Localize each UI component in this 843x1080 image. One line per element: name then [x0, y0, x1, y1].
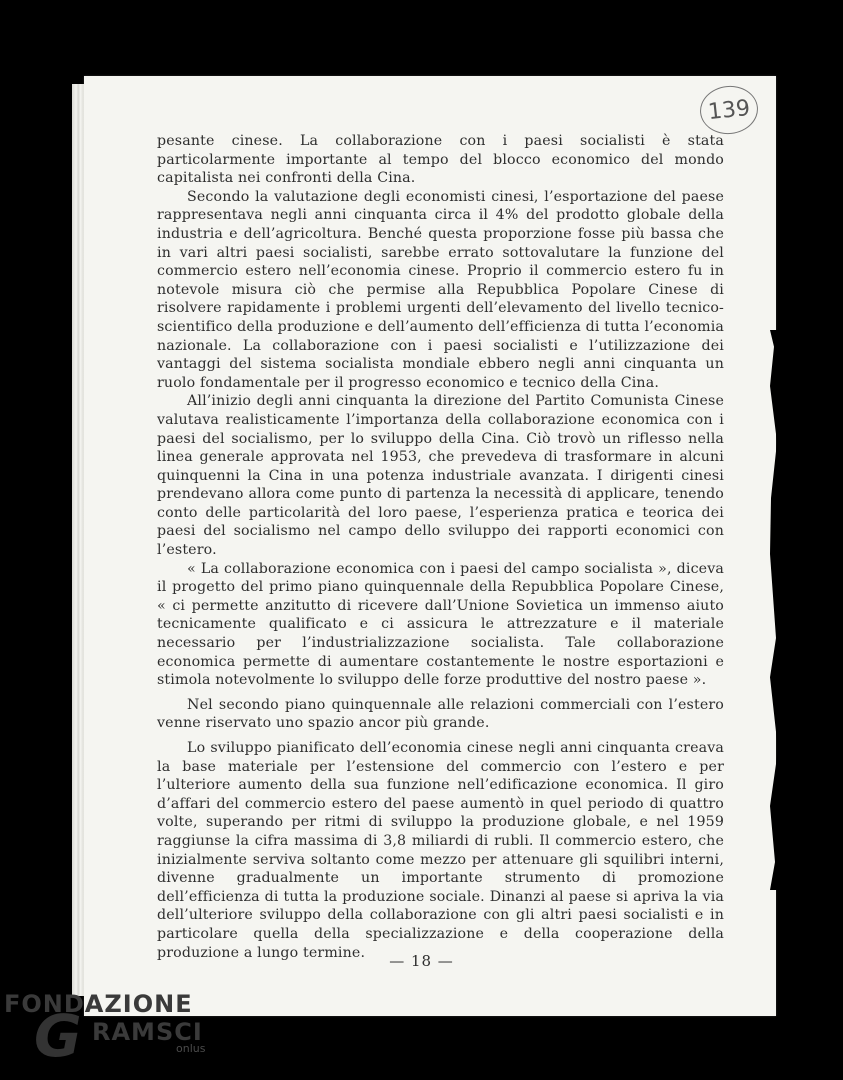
paragraph-3: All’inizio degli anni cinquanta la direzione del Partito Comunista Cinese valutava realisticamente l’importanza della collaborazione economica con i paesi del socialismo, per lo sviluppo della Cina. Ciò trovò un riflesso nella linea generale approvata nel 1953, che prevedeva di trasformare in alcuni quinquenni la Cina in una potenza industriale avanzata. I dirigenti cinesi prendevano allora come punto di partenza la necessità di applicare, tenendo conto delle particolarità del loro paese, l’esperienza pratica e teorica dei paesi del socialismo nel campo dello sviluppo dei rapporti economici con l’estero. — [157, 393, 724, 559]
watermark-initial: G — [34, 1002, 82, 1070]
paragraph-4: « La collaborazione economica con i paesi del campo socialista », diceva il progetto del primo piano quinquennale della Repubblica Popolare Cinese, « ci permette anzitutto di ricevere dall’Unione Sovietica un immenso aiuto tecnicamente qualificato e ci assicura le attrezzature e il materiale necessario per l’industrializzazione socialista. Tale collaborazione economica permette di aumentare costantemente le nostre esportazioni e stimola notevolmente lo sviluppo delle forze produttive del nostro paese ». — [157, 560, 724, 689]
fondazione-gramsci-watermark — [4, 990, 224, 1070]
paragraph-1: pesante cinese. La collaborazione con i paesi socialisti è stata particolarmente importante al tempo del blocco economico del mondo capitalista nei confronti della Cina. — [157, 133, 724, 187]
folio-stamp: 139 — [698, 83, 761, 137]
body-text — [157, 132, 724, 962]
paragraph-6: Lo sviluppo pianificato dell’economia cinese negli anni cinquanta creava la base materiale per l’estensione del commercio con l’estero e per l’ulteriore aumento della sua funzione nell’edificazione economica. Il giro d’affari del commercio estero del paese aumentò in quel periodo di quattro volte, superando per ritmi di sviluppo la produzione globale, e nel 1959 raggiunse la cifra massima di 3,8 miliardi di rubli. Il commercio estero, che inizialmente serviva soltanto come mezzo per attenuare gli squilibri interni, divenne gradualmente un importante strumento di promozione dell’efficienza di tutta la produzione sociale. Dinanzi al paese si apriva la via dell’ulteriore sviluppo della collaborazione con gli altri paesi socialisti e in particolare quella della specializzazione e della cooperazione della produzione a lungo termine. — [157, 740, 724, 961]
paragraph-5: Nel secondo piano quinquennale alle relazioni commerciali con l’estero venne riservato uno spazio ancor più grande. — [157, 696, 724, 732]
watermark-suffix: onlus — [176, 1042, 206, 1055]
paragraph-2: Secondo la valutazione degli economisti cinesi, l’esportazione del paese rappresentava negli anni cinquanta circa il 4% del prodotto globale della industria e dell’agricoltura. Benché questa proporzione fosse più bassa che in vari altri paesi socialisti, sarebbe errato sottovalutare la funzione del commercio estero nell’economia cinese. Proprio il commercio estero fu in notevole misura ciò che permise alla Repubblica Popolare Cinese di risolvere rapidamente i problemi urgenti dell’elevamento del livello tecnico-scientifico della produzione e dell’aumento dell’efficienza di tutta l’economia nazionale. La collaborazione con i paesi socialisti e l’utilizzazione dei vantaggi del sistema socialista mondiale ebbero negli anni cinquanta un ruolo fondamentale per il progresso economico e tecnico della Cina. — [157, 188, 724, 391]
page-number: — 18 — — [389, 952, 454, 970]
watermark-line2: RAMSCI — [92, 1018, 203, 1046]
watermark-line1: FONDAZIONE — [4, 990, 193, 1018]
